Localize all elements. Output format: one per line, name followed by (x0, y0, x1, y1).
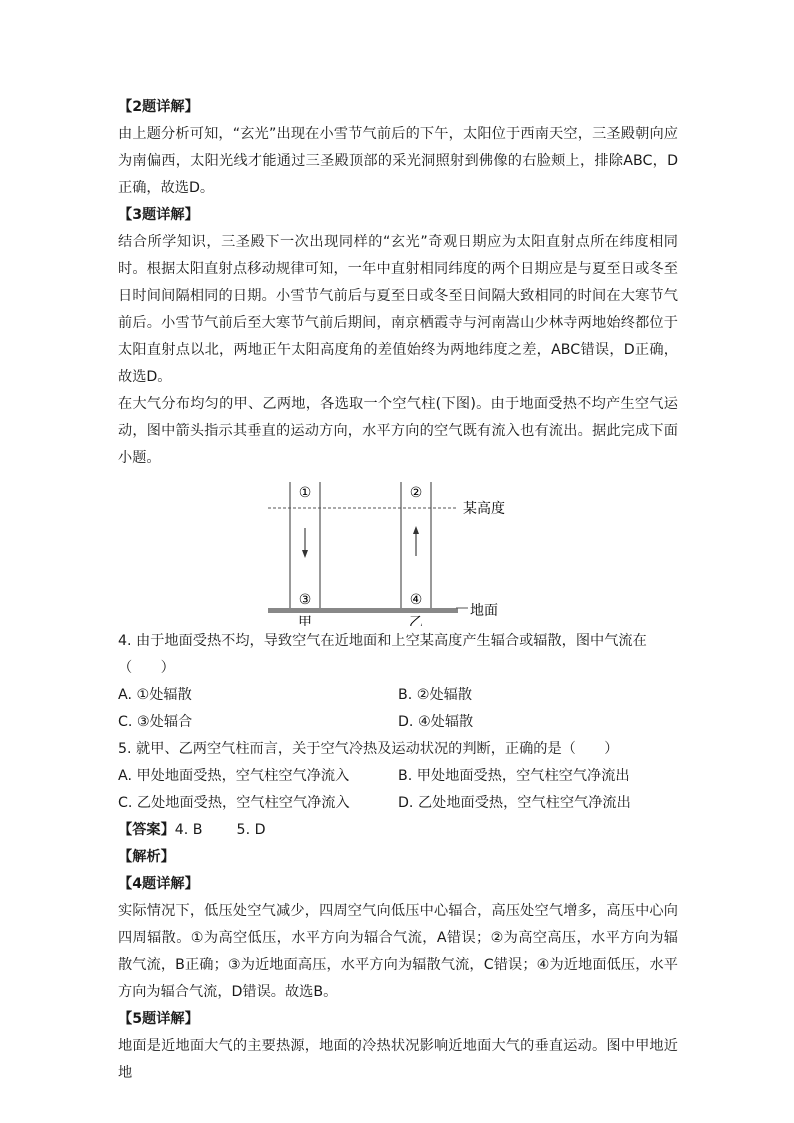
point-4-label: ④ (409, 592, 423, 608)
question-5-options-row-1 (118, 763, 678, 790)
question-4-options-row-2 (118, 709, 678, 736)
ground-bar (268, 608, 458, 613)
analysis-label: 【解析】 (118, 849, 175, 865)
question-5-option-a: A. 甲处地面受热，空气柱空气净流入 (118, 768, 350, 784)
arrow-up-head (413, 526, 419, 534)
point-3-label: ③ (298, 592, 312, 608)
point-1-label: ① (298, 485, 312, 501)
question-4-option-d: D. ④处辐散 (398, 714, 474, 730)
upper-height-label: 某高度 (463, 501, 505, 517)
arrow-down-head (302, 550, 308, 558)
question-5-stem: 5. 就甲、乙两空气柱而言，关于空气冷热及运动状况的判断，正确的是（ ） (118, 741, 619, 757)
answer-line (118, 817, 678, 844)
ground-label: 地面 (470, 603, 498, 619)
question-4-stem-text: 4. 由于地面受热不均，导致空气在近地面和上空某高度产生辐合或辐散，图中气流在 (118, 633, 647, 649)
answer-4: 4. B (174, 822, 203, 838)
question-intro: 在大气分布均匀的甲、乙两地，各选取一个空气柱(下图)。由于地面受热不均产生空气运动，图中箭头指示其垂直的运动方向，水平方向的空气既有流入也有流出。据此完成下面小题。 (118, 396, 678, 466)
section-3-body: 结合所学知识，三圣殿下一次出现同样的“玄光”奇观日期应为太阳直射点所在纬度相同时。根据太阳直射点移动规律可知，一年中直射相同纬度的两个日期应是与夏至日或冬至日时间间隔相同的日期。小雪节气前后与夏至日或冬至日间隔大致相同的时间在大寒节气前后。小雪节气前后至大寒节气前后期间，南京栖霞寺与河南嵩山少林寺两地始终都位于太阳直射点以北，两地正午太阳高度角的差值始终为两地纬度之差，ABC错误，D正确，故选D。 (118, 234, 678, 385)
section-3-header: 【3题详解】 (118, 207, 199, 223)
question-5-option-d: D. 乙处地面受热，空气柱空气净流出 (398, 795, 631, 811)
answer-5: 5. D (236, 822, 266, 838)
question-4-stem (118, 628, 678, 655)
question-5-option-b: B. 甲处地面受热，空气柱空气净流出 (398, 768, 630, 784)
air-column-diagram (118, 476, 678, 626)
question-4-options-row-1 (118, 682, 678, 709)
section-2-body: 由上题分析可知，“玄光”出现在小雪节气前后的下午，太阳位于西南天空，三圣殿朝向应为南偏西，太阳光线才能通过三圣殿顶部的采光洞照射到佛像的右脸颊上，排除ABC，D正确，故选D。 (118, 126, 678, 196)
section-4-body: 实际情况下，低压处空气减少，四周空气向低压中心辐合，高压处空气增多，高压中心向四周辐散。①为高空低压，水平方向为辐合气流，A错误；②为高空高压，水平方向为辐散气流，B正确；③为近地面高压，水平方向为辐散气流，C错误；④为近地面低压，水平方向为辐合气流，D错误。故选B。 (118, 903, 678, 1000)
answer-label: 【答案】 (118, 822, 175, 838)
section-2-header: 【2题详解】 (118, 99, 199, 115)
question-5-option-c: C. 乙处地面受热，空气柱空气净流入 (118, 795, 350, 811)
section-5-header: 【5题详解】 (118, 1011, 199, 1027)
question-4-option-b: B. ②处辐散 (398, 687, 473, 703)
section-5-body: 地面是近地面大气的主要热源，地面的冷热状况影响近地面大气的垂直运动。图中甲地近地 (118, 1038, 678, 1081)
question-4-paren: （ ） (118, 660, 175, 676)
point-2-label: ② (409, 485, 423, 501)
section-4-header: 【4题详解】 (118, 876, 199, 892)
document-page (118, 94, 678, 1087)
question-5-options-row-2 (118, 790, 678, 817)
column-right-name: 乙 (409, 615, 423, 626)
question-4-option-c: C. ③处辐合 (118, 714, 193, 730)
question-4-option-a: A. ①处辐散 (118, 687, 192, 703)
air-column-figure (118, 476, 678, 626)
column-left-name: 甲 (298, 615, 312, 626)
